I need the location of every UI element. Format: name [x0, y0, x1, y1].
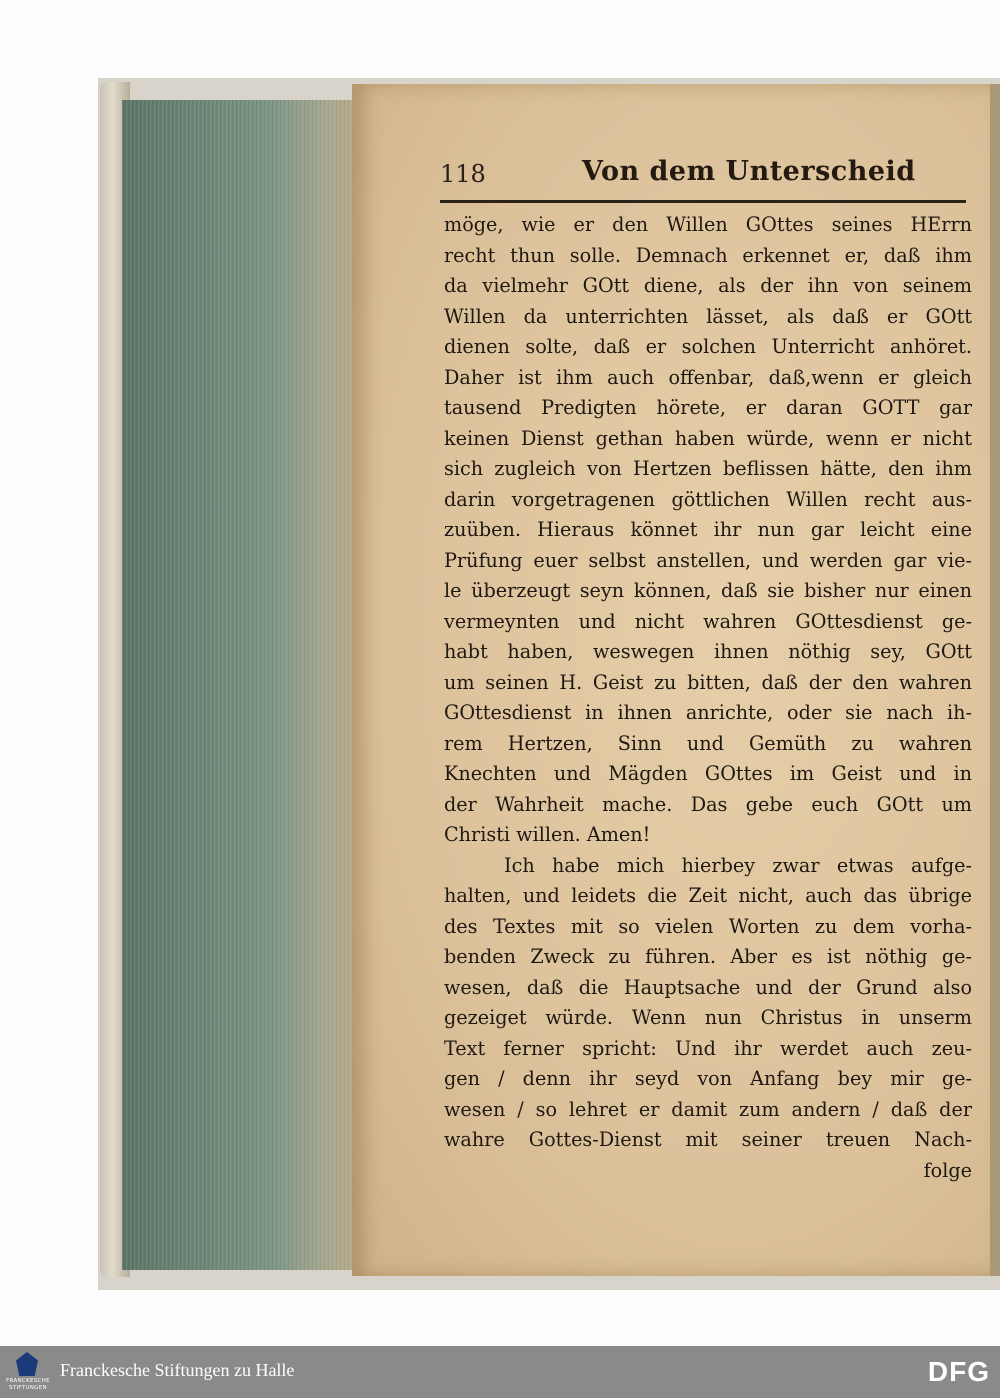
text-line: keinen Dienst gethan haben würde, wenn er nicht [444, 426, 972, 450]
text-line: da vielmehr GOtt diene, als der ihn von seinem [444, 274, 972, 297]
text-line: möge, wie er den Willen GOttes seines HErrn [444, 213, 972, 236]
book-fore-edge [122, 100, 354, 1270]
running-head: Von dem Unterscheid [582, 156, 916, 187]
body-text [444, 210, 972, 1186]
text-line: Daher ist ihm auch offenbar, daß,wenn er gleich [444, 365, 972, 389]
text-line: gezeiget würde. Wenn nun Christus in unserm [444, 1006, 972, 1029]
logo-caption [4, 1378, 52, 1392]
text-line: tausend Predigten hörete, er daran GOTT gar [444, 396, 972, 419]
text-line: gen / denn ihr seyd von Anfang bey mir ge- [444, 1067, 972, 1090]
dfg-logo[interactable]: DFG [927, 1356, 990, 1387]
text-line: wesen, daß die Hauptsache und der Grund also [444, 975, 972, 999]
logo-caption-line: STIFTUNGEN [9, 1385, 47, 1391]
text-line: habt haben, weswegen ihnen nöthig sey, GOtt [444, 640, 972, 663]
text-line: Ich habe mich hierbey zwar etwas aufge- [504, 853, 972, 877]
text-line: Knechten und Mägden GOttes im Geist und in [444, 762, 972, 785]
catchword: folge [923, 1158, 972, 1182]
page-header [440, 156, 970, 200]
viewer-footer [0, 1346, 1000, 1398]
francke-logo[interactable] [4, 1352, 52, 1394]
text-line: Text ferner spricht: Und ihr werdet auch zeu- [444, 1036, 972, 1060]
text-line: le überzeugt seyn können, daß sie bisher nur einen [444, 579, 972, 602]
page-number: 118 [440, 160, 486, 188]
text-line: dienen solte, daß er solchen Unterricht anhöret. [444, 335, 972, 358]
text-line: vermeynten und nicht wahren GOttesdienst ge- [444, 609, 972, 633]
page-edge [990, 84, 1000, 1276]
text-line: zuüben. Hieraus könnet ihr nun gar leicht eine [444, 518, 972, 541]
text-line: Prüfung euer selbst anstellen, und werden gar vie- [444, 548, 972, 572]
francke-crest-icon [16, 1352, 38, 1376]
text-line: Willen da unterrichten lässet, als daß er GOtt [444, 304, 972, 328]
institution-name: Franckesche Stiftungen zu Halle [60, 1360, 295, 1380]
text-line: der Wahrheit mache. Das gebe euch GOtt um [444, 792, 972, 816]
text-line: benden Zweck zu führen. Aber es ist nöthig ge- [444, 945, 972, 968]
text-line: darin vorgetragenen göttlichen Willen recht aus- [444, 487, 972, 511]
text-line: wesen / so lehret er damit zum andern / daß der [444, 1097, 972, 1121]
text-line: wahre Gottes-Dienst mit seiner treuen Nach- [444, 1128, 972, 1151]
text-line: rem Hertzen, Sinn und Gemüth zu wahren [444, 731, 972, 755]
text-line: des Textes mit so vielen Worten zu dem vorha- [444, 914, 972, 938]
text-line: recht thun solle. Demnach erkennet er, daß ihm [444, 243, 972, 267]
logo-caption-line: FRANCKESCHE [6, 1378, 50, 1384]
header-rule [440, 200, 966, 203]
text-line: halten, und leidets die Zeit nicht, auch das übrige [444, 884, 972, 907]
text-line: sich zugleich von Hertzen beflissen hätte, den ihm [444, 457, 972, 480]
text-line: um seinen H. Geist zu bitten, daß der den wahren [444, 670, 972, 694]
text-line: GOttesdienst in ihnen anrichte, oder sie nach ih- [444, 701, 972, 724]
text-line: Christi willen. Amen! [444, 823, 651, 846]
